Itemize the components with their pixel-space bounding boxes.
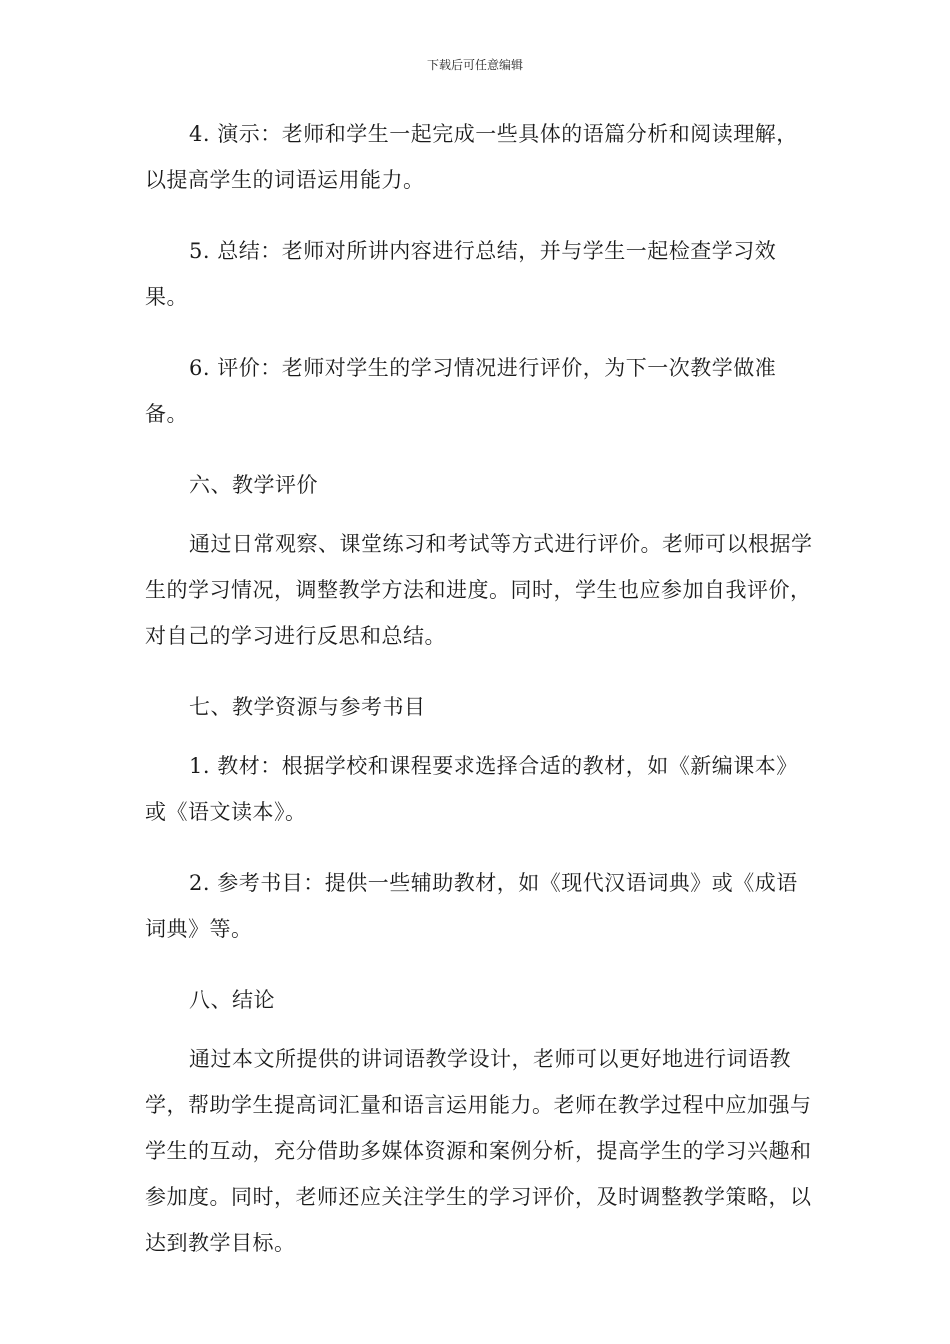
section-heading-evaluation: 六、教学评价 bbox=[189, 473, 318, 497]
resource-reference-paragraph: 2. 参考书目：提供一些辅助教材，如《现代汉语词典》或《成语词典》等。 bbox=[145, 871, 798, 941]
section-heading-conclusion: 八、结论 bbox=[189, 988, 275, 1012]
document-body bbox=[145, 111, 813, 1291]
conclusion-paragraph: 通过本文所提供的讲词语教学设计，老师可以更好地进行词语教学，帮助学生提高词汇量和语言运用能力。老师在教学过程中应加强与学生的互动，充分借助多媒体资源和案例分析，提高学生的学习兴趣和参加度。同时，老师还应关注学生的学习评价，及时调整教学策略，以达到教学目标。 bbox=[145, 1047, 812, 1255]
step-evaluation-paragraph: 6. 评价：老师对学生的学习情况进行评价，为下一次教学做准备。 bbox=[145, 356, 777, 426]
evaluation-paragraph: 通过日常观察、课堂练习和考试等方式进行评价。老师可以根据学生的学习情况，调整教学方法和进度。同时，学生也应参加自我评价，对自己的学习进行反思和总结。 bbox=[145, 532, 813, 648]
step-demonstration-paragraph: 4. 演示：老师和学生一起完成一些具体的语篇分析和阅读理解，以提高学生的词语运用能力。 bbox=[145, 122, 798, 192]
resource-textbook-paragraph: 1. 教材：根据学校和课程要求选择合适的教材，如《新编课本》或《语文读本》。 bbox=[145, 754, 798, 824]
section-heading-resources: 七、教学资源与参考书目 bbox=[189, 695, 426, 719]
page-header-note: 下载后可任意编辑 bbox=[426, 58, 523, 72]
step-summary-paragraph: 5. 总结：老师对所讲内容进行总结，并与学生一起检查学习效果。 bbox=[145, 239, 777, 309]
